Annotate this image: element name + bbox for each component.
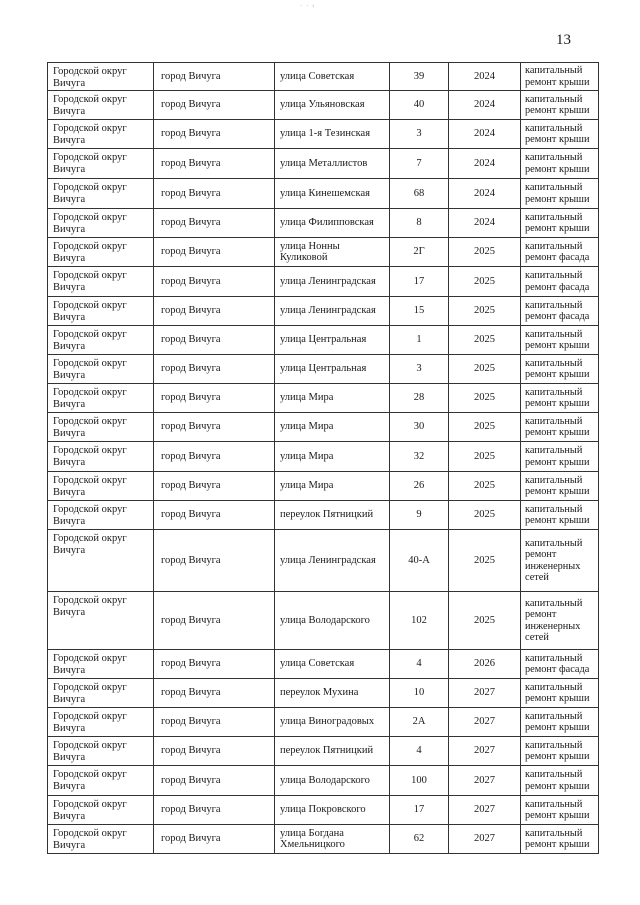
street-cell: улица Центральная — [275, 326, 390, 355]
street-cell: переулок Пятницкий — [275, 737, 390, 766]
house-number-cell: 3 — [390, 120, 449, 149]
street-cell: переулок Пятницкий — [275, 501, 390, 530]
work-type-cell: капитальный ремонт фасада — [521, 267, 599, 297]
city-cell: город Вичуга — [154, 501, 275, 530]
year-cell: 2025 — [449, 501, 521, 530]
house-number-cell: 7 — [390, 149, 449, 179]
street-cell: улица Центральная — [275, 355, 390, 384]
work-type-cell: капитальный ремонт крыши — [521, 708, 599, 737]
street-cell: улица Мира — [275, 384, 390, 413]
work-type-cell: капитальный ремонт крыши — [521, 796, 599, 825]
table-row — [48, 209, 599, 238]
table-row — [48, 238, 599, 267]
street-cell: улица Ульяновская — [275, 91, 390, 120]
street-cell: улица Ленинградская — [275, 267, 390, 297]
table-row — [48, 737, 599, 766]
house-number-cell: 15 — [390, 297, 449, 326]
table-row — [48, 63, 599, 91]
work-type-cell: капитальный ремонт фасада — [521, 238, 599, 267]
year-cell: 2024 — [449, 149, 521, 179]
year-cell: 2024 — [449, 63, 521, 91]
city-cell: город Вичуга — [154, 825, 275, 854]
street-cell: улица Металлистов — [275, 149, 390, 179]
house-number-cell: 9 — [390, 501, 449, 530]
work-type-cell: капитальный ремонт крыши — [521, 766, 599, 796]
city-cell: город Вичуга — [154, 209, 275, 238]
street-cell: улица Ленинградская — [275, 530, 390, 592]
city-cell: город Вичуга — [154, 384, 275, 413]
work-type-cell: капитальный ремонт крыши — [521, 149, 599, 179]
street-cell: улица Володарского — [275, 592, 390, 650]
district-cell: Городской округ Вичуга — [48, 326, 154, 355]
district-cell: Городской округ Вичуга — [48, 355, 154, 384]
district-cell: Городской округ Вичуга — [48, 209, 154, 238]
table-row — [48, 384, 599, 413]
street-cell: улица Нонны Куликовой — [275, 238, 390, 267]
city-cell: город Вичуга — [154, 63, 275, 91]
housing-repair-table — [47, 62, 599, 854]
district-cell: Городской округ Вичуга — [48, 442, 154, 472]
house-number-cell: 40-А — [390, 530, 449, 592]
table-row — [48, 120, 599, 149]
year-cell: 2027 — [449, 708, 521, 737]
year-cell: 2027 — [449, 737, 521, 766]
work-type-cell: капитальный ремонт фасада — [521, 650, 599, 679]
district-cell: Городской округ Вичуга — [48, 120, 154, 149]
work-type-cell: капитальный ремонт крыши — [521, 179, 599, 209]
district-cell: Городской округ Вичуга — [48, 91, 154, 120]
district-cell: Городской округ Вичуга — [48, 413, 154, 442]
table-row — [48, 413, 599, 442]
table-row — [48, 355, 599, 384]
scan-mark: · · ‹ — [300, 2, 316, 10]
table-row — [48, 326, 599, 355]
street-cell: улица Мира — [275, 413, 390, 442]
district-cell: Городской округ Вичуга — [48, 708, 154, 737]
city-cell: город Вичуга — [154, 708, 275, 737]
year-cell: 2025 — [449, 413, 521, 442]
city-cell: город Вичуга — [154, 326, 275, 355]
street-cell: улица 1-я Тезинская — [275, 120, 390, 149]
table-row — [48, 472, 599, 501]
year-cell: 2025 — [449, 472, 521, 501]
city-cell: город Вичуга — [154, 796, 275, 825]
city-cell: город Вичуга — [154, 149, 275, 179]
work-type-cell: капитальный ремонт крыши — [521, 442, 599, 472]
city-cell: город Вичуга — [154, 592, 275, 650]
table-row — [48, 530, 599, 592]
house-number-cell: 10 — [390, 679, 449, 708]
year-cell: 2027 — [449, 796, 521, 825]
district-cell: Городской округ Вичуга — [48, 501, 154, 530]
house-number-cell: 68 — [390, 179, 449, 209]
year-cell: 2025 — [449, 267, 521, 297]
district-cell: Городской округ Вичуга — [48, 766, 154, 796]
district-cell: Городской округ Вичуга — [48, 149, 154, 179]
district-cell: Городской округ Вичуга — [48, 472, 154, 501]
work-type-cell: капитальный ремонт крыши — [521, 63, 599, 91]
table-row — [48, 501, 599, 530]
work-type-cell: капитальный ремонт фасада — [521, 297, 599, 326]
year-cell: 2027 — [449, 679, 521, 708]
work-type-cell: капитальный ремонт инженерных сетей — [521, 592, 599, 650]
table-row — [48, 825, 599, 854]
city-cell: город Вичуга — [154, 413, 275, 442]
year-cell: 2025 — [449, 238, 521, 267]
district-cell: Городской округ Вичуга — [48, 384, 154, 413]
house-number-cell: 2Г — [390, 238, 449, 267]
year-cell: 2025 — [449, 297, 521, 326]
street-cell: улица Володарского — [275, 766, 390, 796]
district-cell: Городской округ Вичуга — [48, 796, 154, 825]
street-cell: улица Виноградовых — [275, 708, 390, 737]
street-cell: улица Покровского — [275, 796, 390, 825]
district-cell: Городской округ Вичуга — [48, 238, 154, 267]
year-cell: 2027 — [449, 766, 521, 796]
house-number-cell: 4 — [390, 737, 449, 766]
street-cell: улица Ленинградская — [275, 297, 390, 326]
street-cell: улица Филипповская — [275, 209, 390, 238]
house-number-cell: 2А — [390, 708, 449, 737]
work-type-cell: капитальный ремонт крыши — [521, 209, 599, 238]
year-cell: 2024 — [449, 120, 521, 149]
table-row — [48, 650, 599, 679]
district-cell: Городской округ Вичуга — [48, 592, 154, 650]
work-type-cell: капитальный ремонт крыши — [521, 501, 599, 530]
year-cell: 2025 — [449, 355, 521, 384]
street-cell: улица Советская — [275, 63, 390, 91]
work-type-cell: капитальный ремонт крыши — [521, 737, 599, 766]
house-number-cell: 39 — [390, 63, 449, 91]
house-number-cell: 28 — [390, 384, 449, 413]
year-cell: 2024 — [449, 179, 521, 209]
city-cell: город Вичуга — [154, 442, 275, 472]
street-cell: улица Мира — [275, 472, 390, 501]
year-cell: 2025 — [449, 384, 521, 413]
house-number-cell: 17 — [390, 796, 449, 825]
year-cell: 2024 — [449, 209, 521, 238]
city-cell: город Вичуга — [154, 530, 275, 592]
table-row — [48, 149, 599, 179]
work-type-cell: капитальный ремонт крыши — [521, 384, 599, 413]
house-number-cell: 62 — [390, 825, 449, 854]
house-number-cell: 8 — [390, 209, 449, 238]
house-number-cell: 17 — [390, 267, 449, 297]
house-number-cell: 102 — [390, 592, 449, 650]
page-number: 13 — [556, 32, 571, 48]
city-cell: город Вичуга — [154, 472, 275, 501]
year-cell: 2025 — [449, 326, 521, 355]
table-row — [48, 297, 599, 326]
district-cell: Городской округ Вичуга — [48, 650, 154, 679]
city-cell: город Вичуга — [154, 737, 275, 766]
district-cell: Городской округ Вичуга — [48, 530, 154, 592]
house-number-cell: 1 — [390, 326, 449, 355]
house-number-cell: 32 — [390, 442, 449, 472]
street-cell: улица Советская — [275, 650, 390, 679]
district-cell: Городской округ Вичуга — [48, 737, 154, 766]
district-cell: Городской округ Вичуга — [48, 267, 154, 297]
table-row — [48, 679, 599, 708]
table-row — [48, 91, 599, 120]
table-row — [48, 708, 599, 737]
house-number-cell: 30 — [390, 413, 449, 442]
house-number-cell: 40 — [390, 91, 449, 120]
street-cell: улица Мира — [275, 442, 390, 472]
city-cell: город Вичуга — [154, 766, 275, 796]
table-row — [48, 796, 599, 825]
house-number-cell: 100 — [390, 766, 449, 796]
city-cell: город Вичуга — [154, 91, 275, 120]
year-cell: 2026 — [449, 650, 521, 679]
city-cell: город Вичуга — [154, 267, 275, 297]
table-row — [48, 592, 599, 650]
city-cell: город Вичуга — [154, 297, 275, 326]
work-type-cell: капитальный ремонт крыши — [521, 825, 599, 854]
district-cell: Городской округ Вичуга — [48, 297, 154, 326]
work-type-cell: капитальный ремонт крыши — [521, 413, 599, 442]
city-cell: город Вичуга — [154, 355, 275, 384]
work-type-cell: капитальный ремонт крыши — [521, 355, 599, 384]
table-row — [48, 179, 599, 209]
city-cell: город Вичуга — [154, 120, 275, 149]
street-cell: улица Богдана Хмельницкого — [275, 825, 390, 854]
city-cell: город Вичуга — [154, 679, 275, 708]
work-type-cell: капитальный ремонт крыши — [521, 91, 599, 120]
year-cell: 2024 — [449, 91, 521, 120]
work-type-cell: капитальный ремонт инженерных сетей — [521, 530, 599, 592]
street-cell: улица Кинешемская — [275, 179, 390, 209]
work-type-cell: капитальный ремонт крыши — [521, 679, 599, 708]
table-body — [48, 63, 599, 854]
house-number-cell: 3 — [390, 355, 449, 384]
city-cell: город Вичуга — [154, 238, 275, 267]
year-cell: 2025 — [449, 442, 521, 472]
district-cell: Городской округ Вичуга — [48, 825, 154, 854]
year-cell: 2025 — [449, 530, 521, 592]
street-cell: переулок Мухина — [275, 679, 390, 708]
table-row — [48, 766, 599, 796]
house-number-cell: 4 — [390, 650, 449, 679]
city-cell: город Вичуга — [154, 179, 275, 209]
table-row — [48, 442, 599, 472]
district-cell: Городской округ Вичуга — [48, 179, 154, 209]
work-type-cell: капитальный ремонт крыши — [521, 472, 599, 501]
year-cell: 2025 — [449, 592, 521, 650]
year-cell: 2027 — [449, 825, 521, 854]
district-cell: Городской округ Вичуга — [48, 679, 154, 708]
city-cell: город Вичуга — [154, 650, 275, 679]
work-type-cell: капитальный ремонт крыши — [521, 326, 599, 355]
table-row — [48, 267, 599, 297]
work-type-cell: капитальный ремонт крыши — [521, 120, 599, 149]
house-number-cell: 26 — [390, 472, 449, 501]
district-cell: Городской округ Вичуга — [48, 63, 154, 91]
